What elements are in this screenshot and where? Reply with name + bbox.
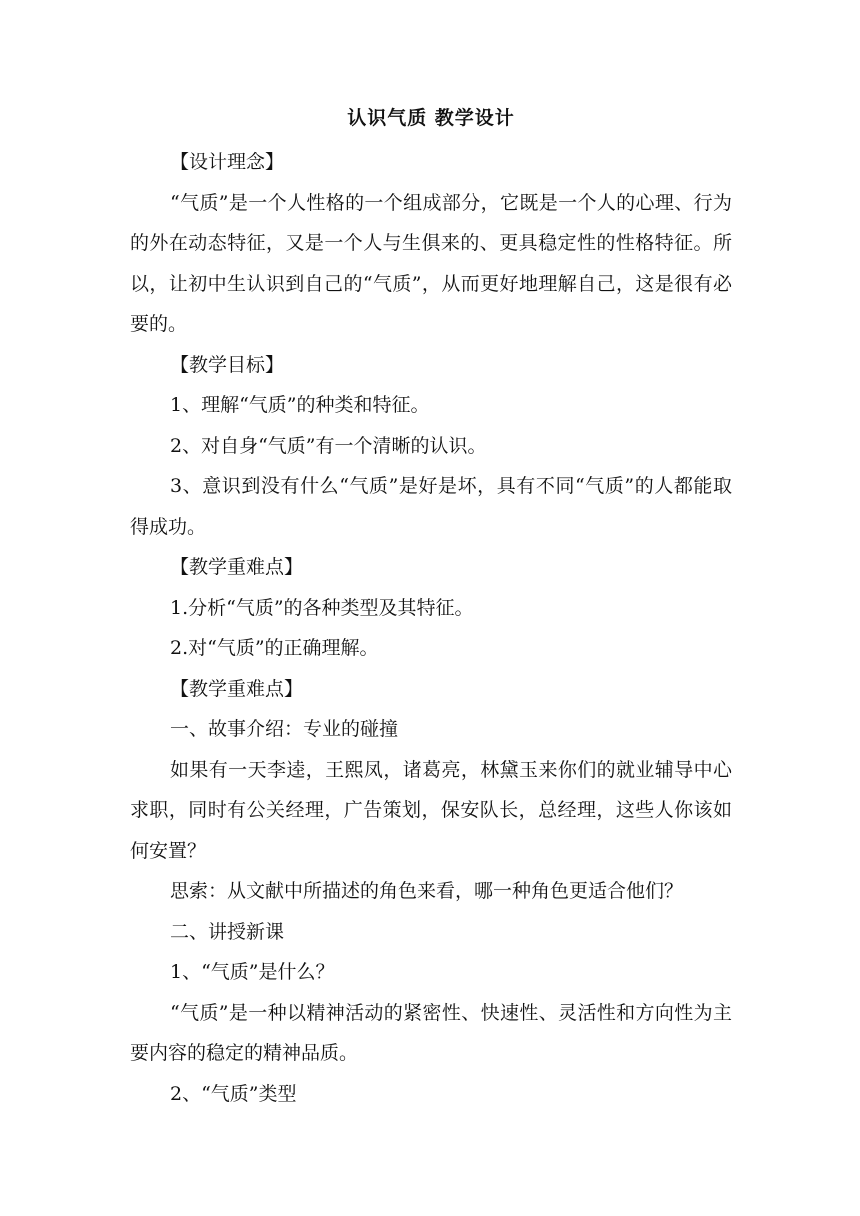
paragraph-design-concept: “气质”是一个人性格的一个组成部分，它既是一个人的心理、行为的外在动态特征，又是一个人与生俱来的、更具稳定性的性格特征。所以，让初中生认识到自己的“气质”，从而更好地理解自己，这是很有必要的。 bbox=[130, 191, 732, 335]
document-title: 认识气质 教学设计 bbox=[347, 107, 515, 129]
goal-item-3: 3、意识到没有什么“气质”是好是坏，具有不同“气质”的人都能取得成功。 bbox=[130, 475, 732, 538]
key-point-1: 1.分析“气质”的各种类型及其特征。 bbox=[170, 596, 474, 619]
section-heading-teaching-goals: 【教学目标】 bbox=[170, 353, 285, 376]
key-point-2: 2.对“气质”的正确理解。 bbox=[170, 637, 379, 659]
types-heading: 2、“气质”类型 bbox=[170, 1082, 297, 1105]
goal-item-1: 1、理解“气质”的种类和特征。 bbox=[170, 394, 430, 416]
goal-item-2: 2、对自身“气质”有一个清晰的认识。 bbox=[170, 434, 487, 457]
new-lesson-heading: 二、讲授新课 bbox=[170, 920, 285, 943]
definition-paragraph: “气质”是一种以精神活动的紧密性、快速性、灵活性和方向性为主要内容的稳定的精神品质。 bbox=[130, 1001, 732, 1064]
question-heading-what-is: 1、“气质”是什么？ bbox=[170, 961, 335, 983]
reflection-paragraph: 思索：从文献中所描述的角色来看，哪一种角色更适合他们？ bbox=[170, 880, 684, 902]
document-body bbox=[130, 100, 732, 1114]
section-heading-key-points: 【教学重难点】 bbox=[170, 556, 304, 578]
story-heading: 一、故事介绍：专业的碰撞 bbox=[170, 718, 399, 740]
section-heading-design-concept: 【设计理念】 bbox=[170, 151, 285, 173]
section-heading-key-points-repeat: 【教学重难点】 bbox=[170, 677, 304, 700]
story-paragraph: 如果有一天李逵，王熙凤，诸葛亮，林黛玉来你们的就业辅导中心求职，同时有公关经理，广告策划，保安队长，总经理，这些人你该如何安置？ bbox=[130, 758, 732, 862]
